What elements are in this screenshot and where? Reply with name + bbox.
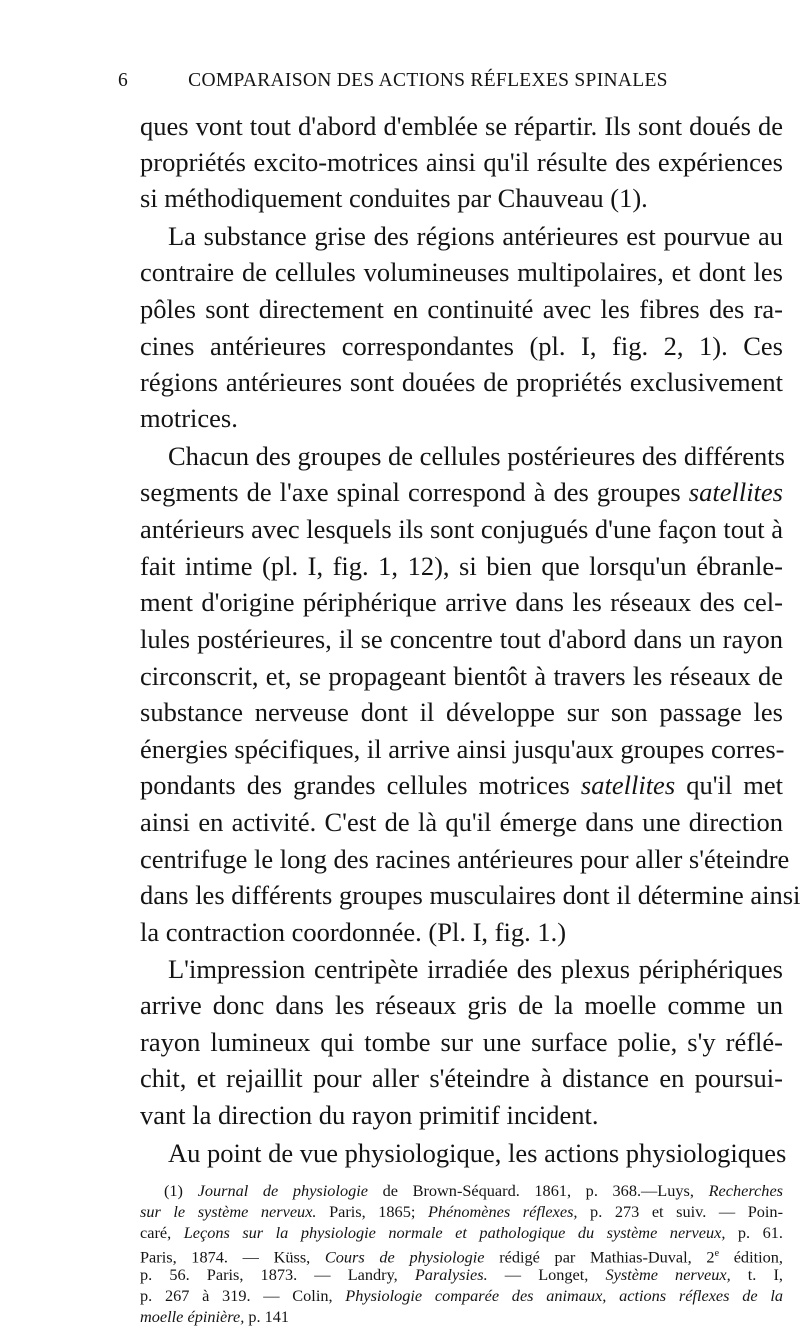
text-line: centrifuge le long des racines antérieures pour aller s'éteindre [140, 844, 790, 874]
text-line: Chacun des groupes de cellules postérieures des différents [168, 441, 785, 471]
text-line: propriétés excito-motrices ainsi qu'il résulte des expériences [140, 147, 783, 177]
text-line: énergies spécifiques, il arrive ainsi jusqu'aux groupes corres- [140, 734, 785, 764]
fn-text: p. 61. [725, 1223, 783, 1242]
text-line: contraire de cellules volumineuses multipolaires, et dont les [140, 257, 783, 287]
text-line: régions antérieures sont douées de propriétés exclusivement [140, 367, 783, 397]
text-line: rayon lumineux qui tombe sur une surface polie, s'y réflé- [140, 1027, 783, 1057]
footnote-line [140, 1201, 783, 1223]
footnote-line [140, 1264, 783, 1286]
text-line: cines antérieures correspondantes (pl. I, fig. 2, 1). Ces [140, 331, 783, 361]
fn-italic: sur le système nerveux. [140, 1202, 317, 1221]
footnote-line [164, 1180, 783, 1202]
fn-text: Paris, 1865; [316, 1202, 428, 1221]
text-line: La substance grise des régions antérieures est pourvue au [168, 221, 783, 251]
fn-italic: Cours de physiologie [324, 1247, 485, 1267]
text-line: circonscrit, et, se propageant bientôt à travers les réseaux de [140, 661, 783, 691]
footnote-line [140, 1243, 783, 1265]
text-line [140, 768, 783, 802]
text-span: pondants des grandes cellules motrices [140, 770, 581, 800]
fn-italic: moelle épinière, [140, 1307, 245, 1326]
fn-italic: Leçons sur la physiologie normale et pathologique du système nerveux, [183, 1223, 726, 1242]
fn-text: caré, [140, 1223, 184, 1242]
fn-superscript: e [714, 1248, 720, 1259]
page-number: 6 [118, 70, 129, 91]
text-line: ainsi en activité. C'est de là qu'il émerge dans une direction [140, 807, 783, 837]
fn-text: t. I, [730, 1265, 783, 1284]
text-line: chit, et rejaillit pour aller s'éteindre à distance en poursui- [140, 1063, 783, 1093]
text-line [140, 475, 783, 509]
text-line: ment d'origine périphérique arrive dans les réseaux des cel- [140, 587, 783, 617]
fn-text: — Longet, [487, 1265, 606, 1284]
running-title: COMPARAISON DES ACTIONS RÉFLEXES SPINALES [188, 70, 668, 91]
text-line: la contraction coordonnée. (Pl. I, fig. 1.) [140, 917, 567, 947]
footnote-line [140, 1306, 783, 1328]
text-line: dans les différents groupes musculaires dont il détermine ainsi [140, 880, 801, 910]
text-line: si méthodiquement conduites par Chauveau (1). [140, 183, 648, 213]
fn-text: de Brown-Séquard. 1861, p. 368.—Luys, [367, 1181, 709, 1200]
fn-italic: Phénomènes réflexes, [427, 1202, 578, 1221]
fn-italic: Recherches [708, 1181, 784, 1200]
fn-text: p. 267 à 319. — Colin, [140, 1286, 346, 1305]
text-line: lules postérieures, il se concentre tout d'abord dans un rayon [140, 624, 783, 654]
fn-italic: Paralysies. [414, 1265, 488, 1284]
fn-text: (1) [164, 1181, 198, 1200]
fn-italic: Journal de physiologie [197, 1181, 368, 1200]
fn-text: rédigé par Mathias-Duval, 2 [484, 1247, 715, 1267]
text-span: qu'il met [675, 770, 783, 800]
text-line: substance nerveuse dont il développe sur son passage les [140, 697, 783, 727]
text-line: ques vont tout d'abord d'emblée se répartir. Ils sont doués de [140, 111, 783, 141]
running-header [108, 70, 748, 96]
italic-term: satellites [580, 770, 676, 800]
footnote-line [140, 1222, 783, 1244]
fn-text: p. 273 et suiv. — Poin- [577, 1202, 783, 1221]
text-line: antérieurs avec lesquels ils sont conjugués d'une façon tout à [140, 514, 783, 544]
fn-text: Paris, 1874. — Küss, [140, 1247, 325, 1267]
fn-text: p. 141 [244, 1307, 290, 1326]
text-line: pôles sont directement en continuité avec les fibres des ra- [140, 294, 783, 324]
footnote-line [140, 1285, 783, 1307]
text-line: Au point de vue physiologique, les actions physiologiques [168, 1138, 787, 1168]
text-line: arrive donc dans les réseaux gris de la moelle comme un [140, 990, 783, 1020]
text-line: fait intime (pl. I, fig. 1, 12), si bien que lorsqu'un ébranle- [140, 551, 783, 581]
text-line: vant la direction du rayon primitif incident. [140, 1100, 599, 1130]
fn-text: édition, [719, 1247, 783, 1267]
text-line: motrices. [140, 403, 238, 433]
fn-italic: Système nerveux, [605, 1265, 731, 1284]
text-line: L'impression centripète irradiée des plexus périphériques [168, 954, 783, 984]
italic-term: satellites [688, 477, 783, 507]
fn-text: p. 56. Paris, 1873. — Landry, [140, 1265, 415, 1284]
text-span: segments de l'axe spinal correspond à des groupes [140, 477, 689, 507]
fn-italic: Physiologie comparée des animaux, actions réflexes de la [345, 1286, 783, 1305]
